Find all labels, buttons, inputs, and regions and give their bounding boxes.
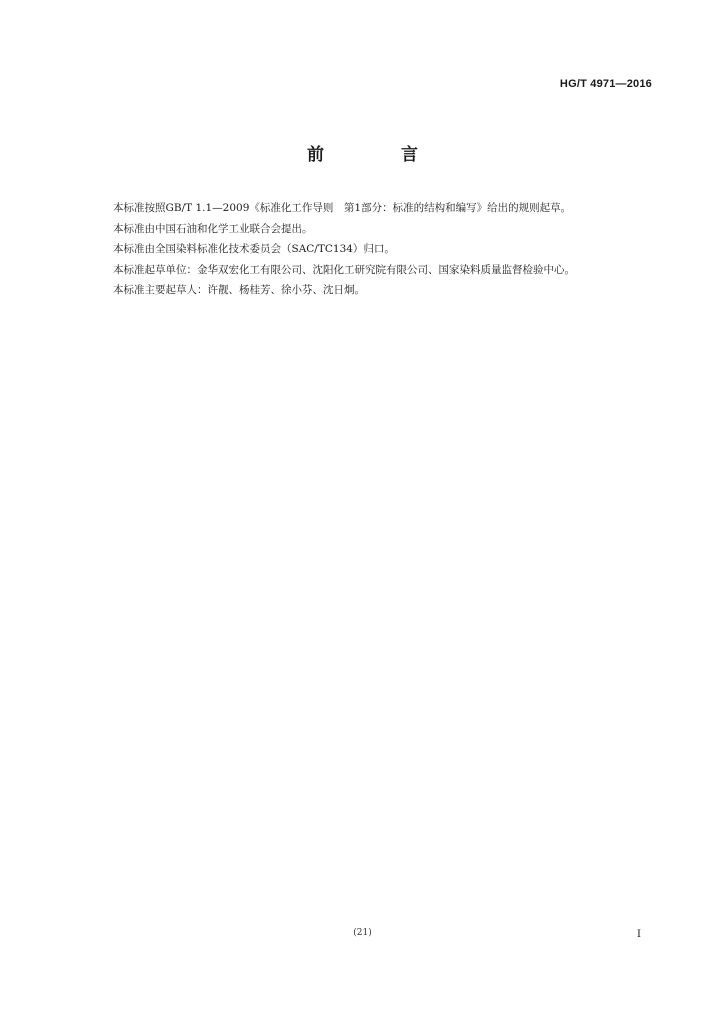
page-title: 前 言 — [307, 145, 448, 165]
paragraph-administrator: 本标准由全国染料标准化技术委员会（SAC/TC134）归口。 — [113, 243, 395, 255]
page-number: I — [637, 929, 641, 940]
paragraph-drafting-units: 本标准起草单位：金华双宏化工有限公司、沈阳化工研究院有限公司、国家染料质量监督检验中心。 — [113, 263, 575, 276]
paragraph-drafters: 本标准主要起草人：许靓、杨桂芳、徐小芬、沈日炯。 — [113, 284, 365, 296]
foreword-body — [92, 198, 657, 301]
paragraph-drafting-rules: 本标准按照GB/T 1.1—2009《标准化工作导则 第1部分：标准的结构和编写》给出的规则起草。 — [113, 202, 572, 214]
paragraph-proposer: 本标准由中国石油和化学工业联合会提出。 — [113, 222, 313, 235]
folio-number: (21) — [353, 928, 372, 938]
standard-code: HG/T 4971—2016 — [559, 78, 652, 90]
